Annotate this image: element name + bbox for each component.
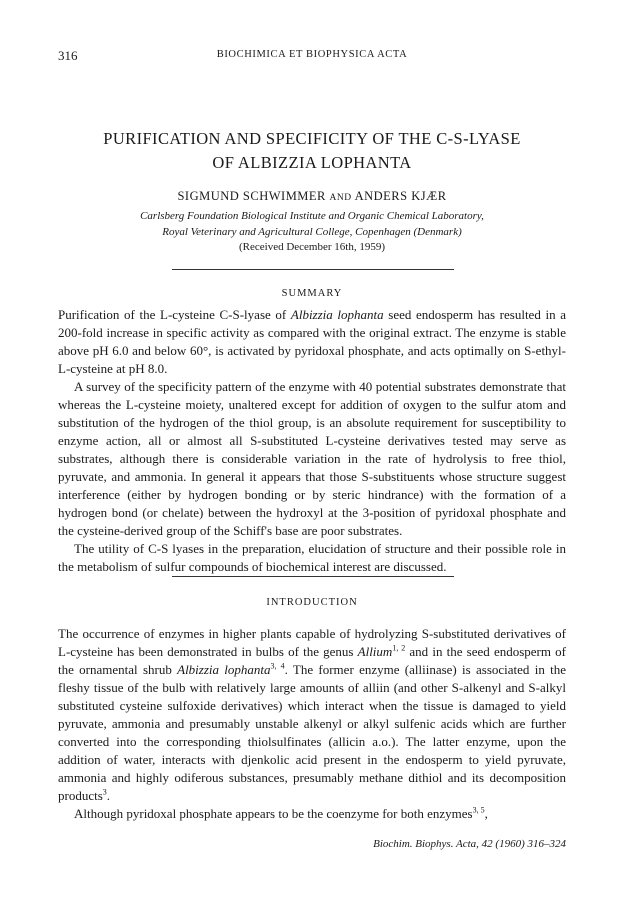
author-2: ANDERS KJÆR xyxy=(354,189,447,203)
journal-name: BIOCHIMICA ET BIOPHYSICA ACTA xyxy=(216,49,408,60)
summary-paragraph-3: The utility of C-S lyases in the preparation, elucidation of structure and their possible role in the metabolism of sulfur compounds of biochemical interest are discussed. xyxy=(58,541,566,574)
divider-top xyxy=(172,269,454,270)
intro-paragraph-1: The occurrence of enzymes in higher plants capable of hydrolyzing S-substituted derivatives of L-cysteine has been demonstrated in bulbs of the genus Allium$^{1, 2}$ and in the seed endosperm of the ornamental shrub Albizzia lophanta$^{3, 4}$. The former enzyme (alliinase) is associated in the fleshy tissue of the bulb with relatively large amounts of alliin (and other S-alkenyl and S-alkyl substituted cysteine sulfoxide derivatives) which interact when the tissue is damaged to yield pyruvate, ammonia and presumably unstable alkenyl or alkyl sulfenic acids which are further converted into the corresponding thiolsulfinates (allicin a.o.). The latter enzyme, upon the addition of water, interacts with djenkolic acid present in the endosperm to yield pyruvate, ammonia and highly odiferous substances, presumably methane dithiol and its decomposition products$^3$. xyxy=(58,626,567,803)
title-line-2: OF ALBIZZIA LOPHANTA xyxy=(212,153,412,172)
introduction-body xyxy=(58,625,566,823)
summary-paragraph-2: A survey of the specificity pattern of the enzyme with 40 potential substrates demonstrate that whereas the L-cysteine moiety, unaltered except for addition of oxygen to the sulfur atom and substitution of the hydrogen of the thiol group, is an absolute requirement for susceptibility to enzyme action, all or almost all S-substituted L-cysteine derivatives tested may serve as substrates, although there is considerable variation in the rate of hydrolysis to free thiol, pyruvate, and ammonia. In general it appears that those S-substituents whose structure suggest interference (either by hydrogen bonding or by steric hindrance) with the formation of a hydrogen bond (or chelate) between the hydroxyl at the 3-position of pyridoxal phosphate and the cysteine-derived group of the Schiff's base are poor substrates. xyxy=(58,379,566,538)
footer-citation: Biochim. Biophys. Acta, 42 (1960) 316–324 xyxy=(373,838,566,850)
article-title xyxy=(58,127,566,175)
divider-bottom xyxy=(172,576,454,577)
species-name: Albizzia lophanta xyxy=(177,662,271,677)
reference: 3, 4 xyxy=(270,661,285,671)
title-block xyxy=(58,127,566,253)
reference: 1, 2 xyxy=(392,643,406,653)
summary-heading: SUMMARY xyxy=(281,288,343,299)
affiliation-line-2: Royal Veterinary and Agricultural College, Copenhagen (Denmark) xyxy=(162,226,462,238)
title-line-1: PURIFICATION AND SPECIFICITY OF THE C-S-LYASE xyxy=(103,129,521,148)
received-date: (Received December 16th, 1959) xyxy=(239,241,385,253)
intro-paragraph-2: Although pyridoxal phosphate appears to be the coenzyme for both enzymes$^{3, 5}$, xyxy=(74,805,488,821)
summary-body xyxy=(58,306,566,576)
affiliation xyxy=(58,208,566,240)
page-number: 316 xyxy=(58,48,78,63)
author-conjunction: AND xyxy=(329,193,352,203)
species-name: Albizzia lophanta xyxy=(290,307,384,322)
running-head xyxy=(58,48,566,64)
reference: 3 xyxy=(102,787,107,797)
introduction-heading: INTRODUCTION xyxy=(266,597,358,608)
author-1: SIGMUND SCHWIMMER xyxy=(177,189,326,203)
reference: 3, 5 xyxy=(472,805,485,815)
affiliation-line-1: Carlsberg Foundation Biological Institute and Organic Chemical Laboratory, xyxy=(140,210,484,222)
summary-paragraph-1: Purification of the L-cysteine C-S-lyase of Albizzia lophanta seed endosperm has resulted in a 200-fold increase in specific activity as compared with the original extract. The enzyme is stable above pH 6.0 and below 60°, is activated by pyridoxal phosphate, and acts optimally on S-ethyl-L-cysteine at pH 8.0. xyxy=(58,307,566,376)
authors xyxy=(58,189,566,204)
genus-name: Allium xyxy=(357,644,393,659)
